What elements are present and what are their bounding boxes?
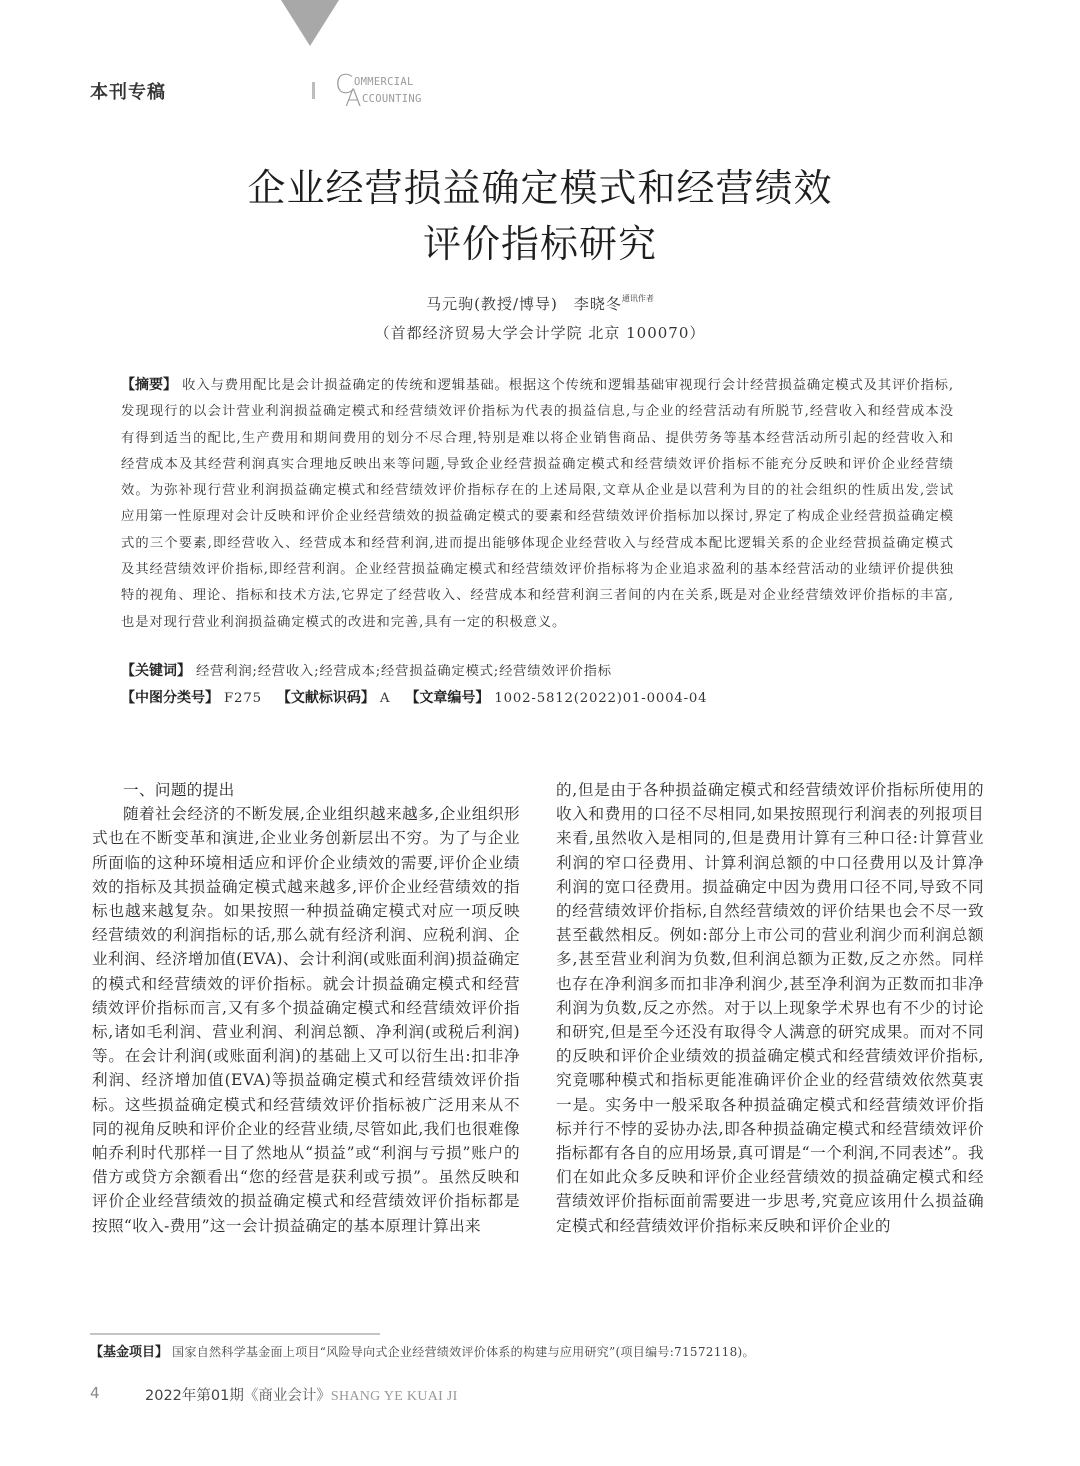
corresponding-author-note: 通讯作者 bbox=[621, 294, 654, 303]
logo-letter-a: A bbox=[345, 84, 362, 112]
logo-line2: CCOUNTING bbox=[362, 93, 422, 105]
header-divider bbox=[312, 82, 315, 99]
issue-info bbox=[145, 1384, 458, 1405]
keywords-label: 【关键词】 bbox=[121, 663, 191, 679]
funding-text: 国家自然科学基金面上项目“风险导向式企业经营绩效评价体系的构建与应用研究”(项目编号:71572118)。 bbox=[172, 1345, 755, 1359]
classification-codes bbox=[121, 687, 707, 707]
body-paragraph: 的,但是由于各种损益确定模式和经营绩效评价指标所使用的收入和费用的口径不尽相同,如果按照现行利润表的列报项目来看,虽然收入是相同的,但是费用计算有三种口径:计算营业利润的窄口径费用、计算利润总额的中口径费用以及计算净利润的宽口径费用。损益确定中因为费用口径不同,导致不同的经营绩效评价指标,自然经营绩效的评价结果也会不尽一致甚至截然相反。例如:部分上市公司的营业利润少而利润总额多,甚至营业利润为负数,但利润总额为正数,反之亦然。同样也存在净利润多而扣非净利润少,甚至净利润为正数而扣非净利润为负数,反之亦然。对于以上现象学术界也有不少的讨论和研究,但是至今还没有取得令人满意的研究成果。而对不同的反映和评价企业绩效的损益确定模式和经营绩效评价指标,究竟哪种模式和指标更能准确评价企业的经营绩效依然莫衷一是。实务中一般采取各种损益确定模式和经营绩效评价指标并行不悖的妥协办法,即各种损益确定模式和经营绩效评价指标都有各自的应用场景,真可谓是“一个利润,不同表述”。我们在如此众多反映和评价企业经营绩效的损益确定模式和经营绩效评价指标面前需要进一步思考,究竟应该用什么损益确定模式和经营绩效评价指标来反映和评价企业的 bbox=[556, 781, 984, 1235]
journal-name-cn: 《商业会计》 bbox=[243, 1388, 331, 1404]
title-line-1: 企业经营损益确定模式和经营绩效 bbox=[247, 166, 833, 210]
journal-name-en: SHANG YE KUAI JI bbox=[330, 1389, 458, 1404]
body-paragraph: 随着社会经济的不断发展,企业组织越来越多,企业组织形式也在不断变革和演进,企业业务创新层出不穷。为了与企业所面临的这种环境相适应和评价企业绩效的需要,评价企业绩效的指标及其损益确定模式越来越多,评价企业经营绩效的指标也越来越复杂。如果按照一种损益确定模式对应一项反映经营绩效的利润指标的话,那么就有经济利润、应税利润、企业利润、经济增加值(EVA)、会计利润(或账面利润)损益确定的模式和经营绩效的评价指标。就会计损益确定模式和经营绩效评价指标而言,又有多个损益确定模式和经营绩效评价指标,诸如毛利润、营业利润、利润总额、净利润(或税后利润)等。在会计利润(或账面利润)的基础上又可以衍生出:扣非净利润、经济增加值(EVA)等损益确定模式和经营绩效评价指标。这些损益确定模式和经营绩效评价指标被广泛用来从不同的视角反映和评价企业的经营业绩,尽管如此,我们也很难像帕乔利时代那样一目了然地从“损益”或“利润与亏损”账户的借方或贷方余额看出“您的经营是获利或亏损”。虽然反映和评价企业经营绩效的损益确定模式和经营绩效评价指标都是按照“收入-费用”这一会计损益确定的基本原理计算出来 bbox=[92, 805, 520, 1235]
funding-label: 【基金项目】 bbox=[90, 1345, 169, 1360]
authors bbox=[0, 293, 1080, 314]
footnote-divider bbox=[90, 1333, 380, 1335]
logo-letter-c: C bbox=[335, 70, 354, 100]
issue-number: 2022年第01期 bbox=[145, 1388, 244, 1404]
logo-line1: OMMERCIAL bbox=[354, 76, 414, 88]
header-triangle-decoration bbox=[281, 0, 339, 46]
article-number-label: 【文章编号】 bbox=[405, 690, 490, 706]
keywords bbox=[121, 660, 612, 680]
article-title bbox=[0, 160, 1080, 272]
body-column-left bbox=[92, 778, 520, 1238]
clc-value: F275 bbox=[224, 691, 262, 706]
journal-logo bbox=[335, 72, 475, 112]
section-heading: 一、问题的提出 bbox=[123, 781, 235, 799]
keywords-text: 经营利润;经营收入;经营成本;经营损益确定模式;经营绩效评价指标 bbox=[196, 664, 612, 679]
page-footer bbox=[90, 1384, 458, 1404]
article-number-value: 1002-5812(2022)01-0004-04 bbox=[494, 691, 708, 706]
abstract-text: 收入与费用配比是会计损益确定的传统和逻辑基础。根据这个传统和逻辑基础审视现行会计经营损益确定模式及其评价指标,发现现行的以会计营业利润损益确定模式和经营绩效评价指标为代表的损益信息,与企业的经营活动有所脱节,经营收入和经营成本没有得到适当的配比,生产费用和期间费用的划分不尽合理,特别是难以将企业销售商品、提供劳务等基本经营活动所引起的经营收入和经营成本及其经营利润真实合理地反映出来等问题,导致企业经营损益确定模式和经营绩效评价指标不能充分反映和评价企业经营绩效。为弥补现行营业利润损益确定模式和经营绩效评价指标存在的上述局限,文章从企业是以营利为目的的社会组织的性质出发,尝试应用第一性原理对会计反映和评价企业经营绩效的损益确定模式的要素和经营绩效评价指标加以探讨,界定了构成企业经营损益确定模式的三个要素,即经营收入、经营成本和经营利润,进而提出能够体现企业经营收入与经营成本配比逻辑关系的企业经营损益确定模式及其经营绩效评价指标,即经营利润。企业经营损益确定模式和经营绩效评价指标将为企业追求盈利的基本经营活动的业绩评价提供独特的视角、理论、指标和技术方法,它界定了经营收入、经营成本和经营利润三者间的内在关系,既是对企业经营绩效评价指标的丰富,也是对现行营业利润损益确定模式的改进和完善,具有一定的积极意义。 bbox=[121, 378, 954, 630]
body-column-right bbox=[556, 778, 984, 1238]
author-names: 马元驹(教授/博导) 李晓冬 bbox=[426, 295, 622, 313]
abstract bbox=[121, 372, 954, 636]
column-tag: 本刊专稿 bbox=[90, 82, 166, 103]
page-number: 4 bbox=[90, 1384, 100, 1402]
title-line-2: 评价指标研究 bbox=[422, 222, 657, 266]
funding-footnote bbox=[90, 1341, 755, 1360]
clc-label: 【中图分类号】 bbox=[121, 690, 219, 706]
affiliation: （首都经济贸易大学会计学院 北京 100070） bbox=[374, 324, 706, 342]
doc-code-value: A bbox=[379, 691, 391, 706]
doc-code-label: 【文献标识码】 bbox=[276, 690, 375, 706]
abstract-label: 【摘要】 bbox=[121, 377, 178, 393]
